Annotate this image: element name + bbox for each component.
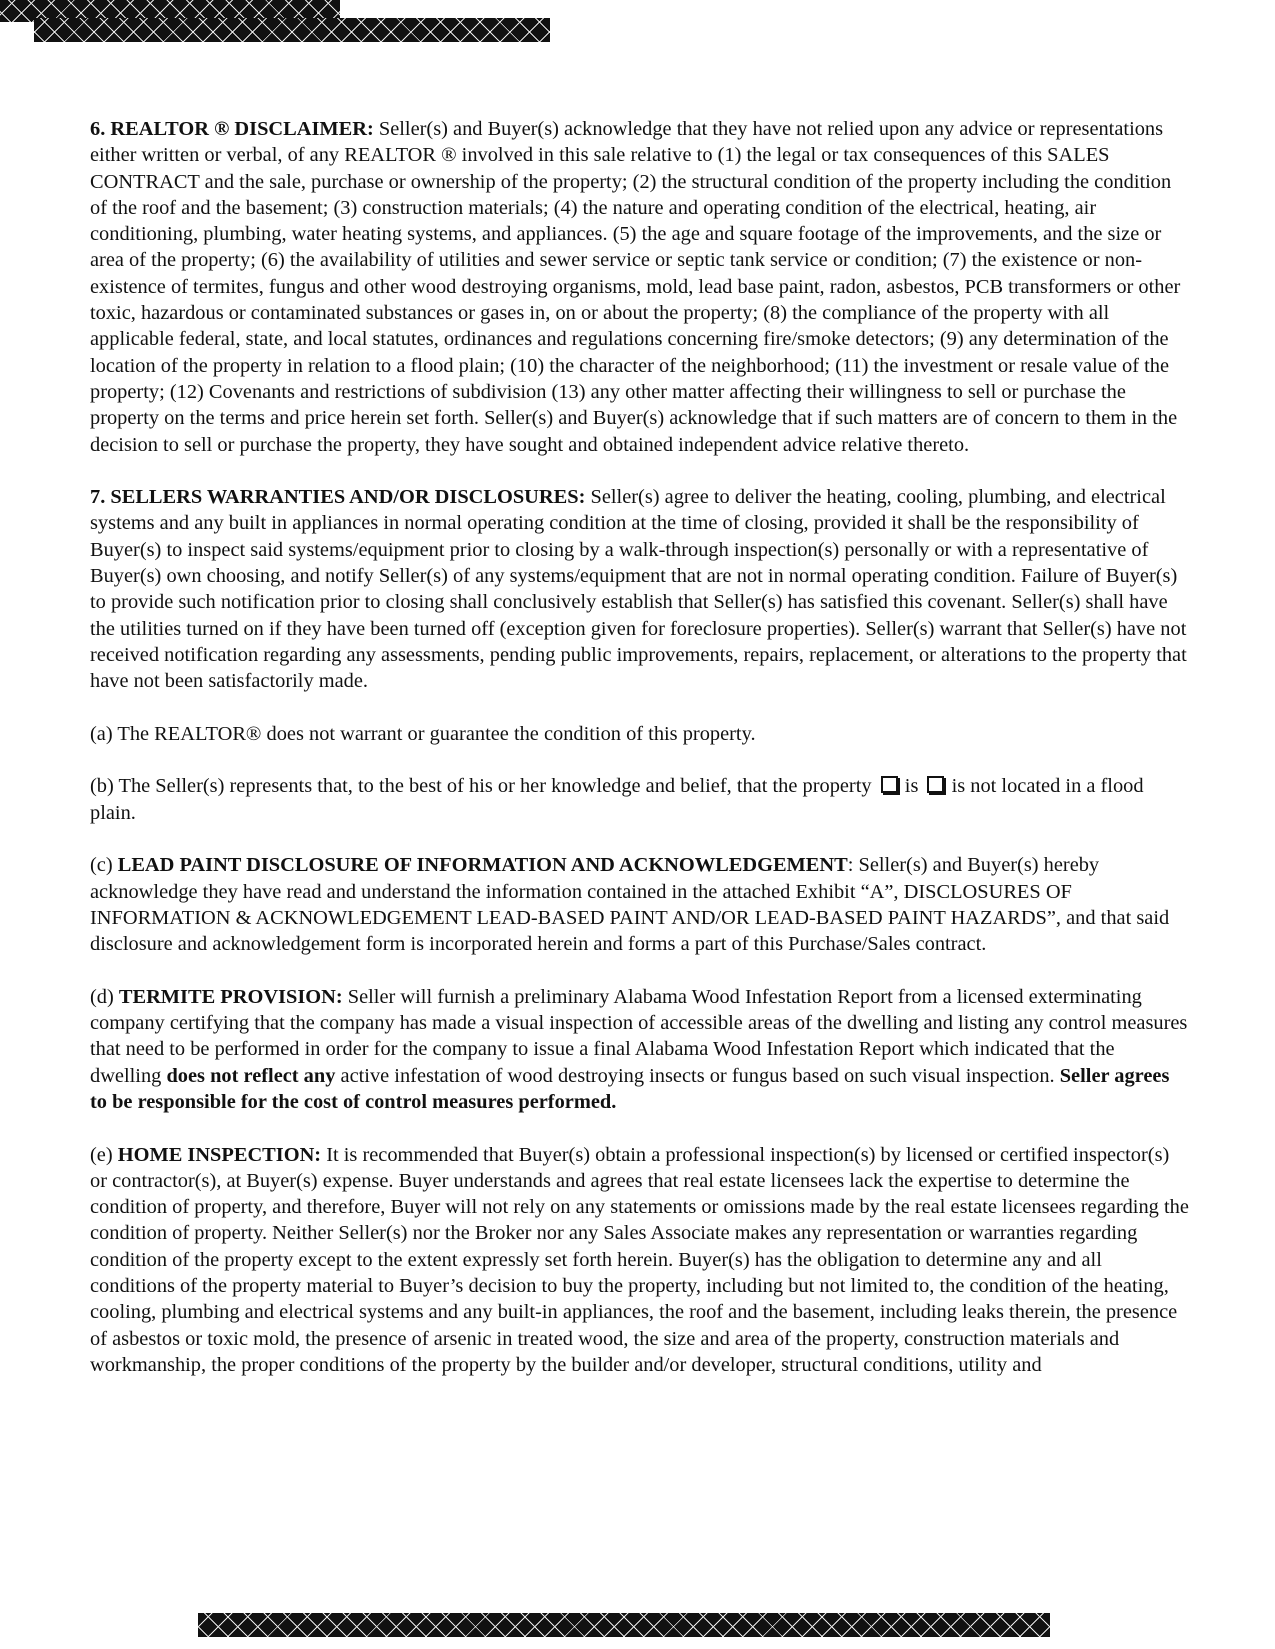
clause-c-lead-paint [90,852,1190,957]
clause-d-heading: TERMITE PROVISION: [118,985,343,1008]
clause-d-termite [90,984,1190,1115]
clause-e-heading: HOME INSPECTION: [117,1143,322,1166]
flood-plain-is-checkbox[interactable] [881,776,898,793]
section-7-heading: 7. SELLERS WARRANTIES AND/OR DISCLOSURES: [90,486,586,509]
clause-a-text: (a) The REALTOR® does not warrant or guarantee the condition of this property. [90,722,756,745]
clause-d-bold-1: does not reflect any [166,1064,336,1087]
clause-d-bold-2: Seller agrees to be responsible for the cost of control measures performed. [90,1064,1170,1113]
redaction-bar-bottom [198,1613,1050,1637]
section-7-body: Seller(s) agree to deliver the heating, cooling, plumbing, and electrical systems and any built in appliances in normal operating condition at the time of closing, provided it shall be the responsibility of Buyer(s) to inspect said systems/equipment prior to closing by a walk-through inspection(s) personally or with a representative of Buyer(s) own choosing, and notify Seller(s) of any systems/equipment that are not in normal operating condition. Failure of Buyer(s) to provide such notification prior to closing shall conclusively establish that Seller(s) has satisfied this covenant. Seller(s) shall have the utilities turned on if they have been turned off (exception given for foreclosure properties). Seller(s) warrant that Seller(s) have not received notification regarding any assessments, pending public improvements, repairs, replacement, or alterations to the property that have not been satisfactorily made. [90,486,1187,693]
redaction-bar-top-2 [34,18,550,42]
clause-d-prefix: (d) [90,985,119,1008]
flood-plain-is-not-label: is not located in a flood plain. [90,775,1144,824]
section-6-realtor-disclaimer [90,116,1190,458]
clause-d-body-2: active infestation of wood destroying insects or fungus based on such visual inspection. [335,1064,1060,1087]
clause-d-body-1: Seller will furnish a preliminary Alabama Wood Infestation Report from a licensed exterminating company certifying that the company has made a visual inspection of accessible areas of the dwelling and listing any control measures that need to be performed in order for the company to issue a final Alabama Wood Infestation Report which indicated that the dwelling [90,985,1188,1087]
contract-page-body [90,116,1190,1405]
clause-e-home-inspection [90,1142,1190,1379]
section-6-heading: 6. REALTOR ® DISCLAIMER: [90,118,374,140]
clause-c-body: : Seller(s) and Buyer(s) hereby acknowledge they have read and understand the information contained in the attached Exhibit “A”, DISCLOSURES OF INFORMATION & ACKNOWLEDGEMENT LEAD-BASED PAINT AND/OR LEAD-BASED PAINT HAZARDS”, and that said disclosure and acknowledgement form is incorporated herein and forms a part of this Purchase/Sales contract. [90,854,1170,956]
clause-c-prefix: (c) [90,854,118,877]
section-6-body: Seller(s) and Buyer(s) acknowledge that they have not relied upon any advice or representations either written or verbal, of any REALTOR ® involved in this sale relative to (1) the legal or tax consequences of this SALES CONTRACT and the sale, purchase or ownership of the property; (2) the structural condition of the property including the condition of the roof and the basement; (3) construction materials; (4) the nature and operating condition of the electrical, heating, air conditioning, plumbing, water heating systems, and appliances. (5) the age and square footage of the improvements, and the size or area of the property; (6) the availability of utilities and sewer service or septic tank service or condition; (7) the existence or non-existence of termites, fungus and other wood destroying organisms, mold, lead base paint, radon, asbestos, PCB transformers or other toxic, hazardous or contaminated substances or gases in, on or about the property; (8) the compliance of the property with all applicable federal, state, and local statutes, ordinances and regulations concerning fire/smoke detectors; (9) any determination of the location of the property in relation to a flood plain; (10) the character of the neighborhood; (11) the investment or resale value of the property; (12) Covenants and restrictions of subdivision (13) any other matter affecting their willingness to sell or purchase the property on the terms and price herein set forth. Seller(s) and Buyer(s) acknowledge that if such matters are of concern to them in the decision to sell or purchase the property, they have sought and obtained independent advice relative thereto. [90,118,1181,456]
flood-plain-is-not-checkbox[interactable] [927,776,944,793]
clause-c-heading: LEAD PAINT DISCLOSURE OF INFORMATION AND ACKNOWLEDGEMENT [117,854,848,877]
clause-b-flood-plain [90,773,1190,826]
flood-plain-is-label: is [899,775,924,798]
clause-b-text: (b) The Seller(s) represents that, to the best of his or her knowledge and belief, that the property [90,775,877,798]
clause-e-body: It is recommended that Buyer(s) obtain a professional inspection(s) by licensed or certified inspector(s) or contractor(s), at Buyer(s) expense. Buyer understands and agrees that real estate licensees lack the expertise to determine the condition of property, and therefore, Buyer will not rely on any statements or omissions made by the real estate licensees regarding the condition of property. Neither Seller(s) nor the Broker nor any Sales Associate makes any representation or warranties regarding condition of the property except to the extent expressly set forth herein. Buyer(s) has the obligation to determine any and all conditions of the property material to Buyer’s decision to buy the property, including but not limited to, the condition of the heating, cooling, plumbing and electrical systems and any built-in appliances, the roof and the basement, including leaks therein, the presence of asbestos or toxic mold, the presence of arsenic in treated wood, the size and area of the property, construction materials and workmanship, the proper conditions of the property by the builder and/or developer, structural conditions, utility and [90,1143,1189,1376]
clause-e-prefix: (e) [90,1143,118,1166]
clause-a [90,721,1190,747]
section-7-sellers-warranties [90,484,1190,694]
